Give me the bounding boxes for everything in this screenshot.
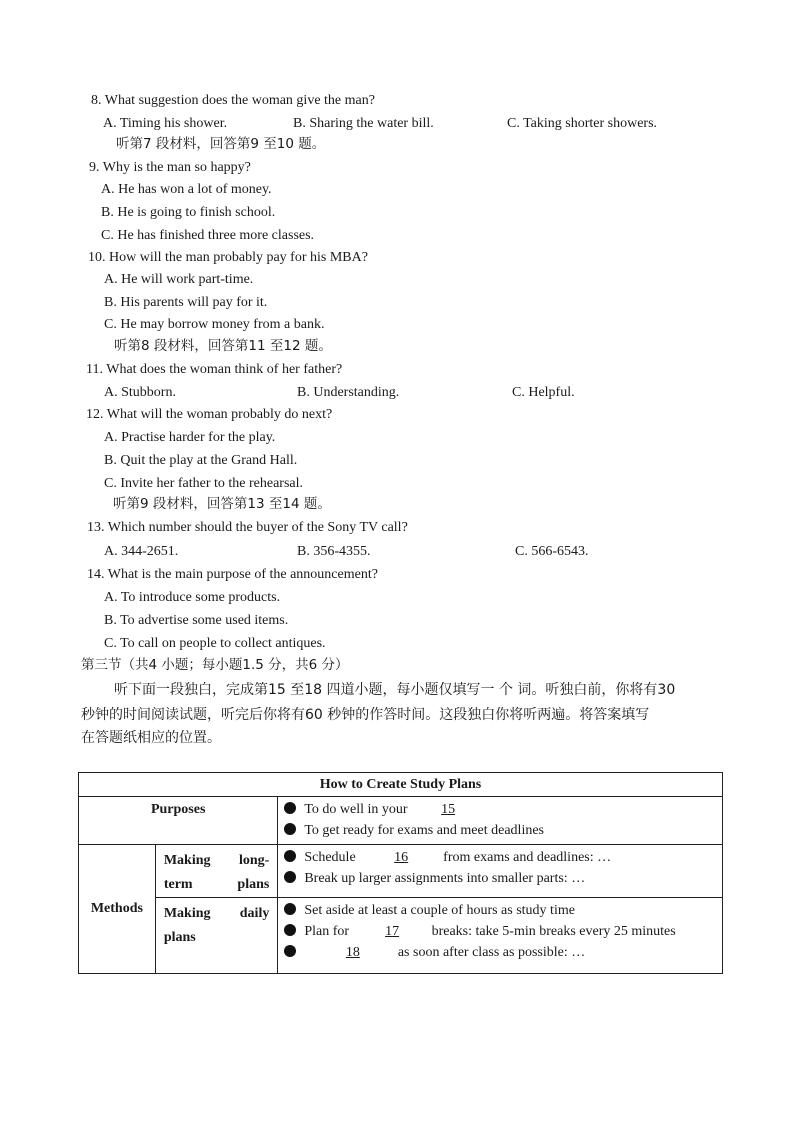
daily-label: Making daily plans [155, 898, 278, 974]
section-instruction-7: 听第7 段材料，回答第9 至10 题。 [116, 136, 326, 152]
question-stem: 13. Which number should the buyer of the Sony TV call? [87, 520, 408, 535]
option-a: A. 344-2651. [104, 544, 179, 559]
answer-blank-15: 15 [441, 802, 456, 817]
option-b: B. To advertise some used items. [104, 613, 289, 628]
purpose-item-2: To get ready for exams and meet deadlines [278, 820, 722, 841]
option-c: C. He may borrow money from a bank. [104, 317, 325, 332]
section-instruction-9: 听第9 段材料，回答第13 至14 题。 [113, 496, 331, 512]
long-term-cell [278, 845, 723, 898]
daily-item-3: 18 as soon after class as possible: … [278, 942, 722, 963]
bullet-icon [284, 924, 296, 936]
option-c: C. To call on people to collect antiques. [104, 636, 326, 651]
question-stem: 12. What will the woman probably do next? [86, 407, 333, 422]
option-a: A. He will work part-time. [104, 272, 254, 287]
question-stem: 11. What does the woman think of her father? [86, 362, 343, 377]
purpose-item-1: To do well in your 15 [278, 799, 722, 820]
question-stem: 10. How will the man probably pay for his MBA? [88, 250, 368, 265]
section-instruction-8: 听第8 段材料，回答第11 至12 题。 [114, 338, 332, 354]
question-stem: 9. Why is the man so happy? [89, 160, 251, 175]
option-a: A. Practise harder for the play. [104, 430, 276, 445]
daily-item-2: Plan for 17 breaks: take 5-min breaks every 25 minutes [278, 921, 722, 942]
section-3-instruction-line1: 听下面一段独白，完成第15 至18 四道小题，每小题仅填写一 个 词。听独白前，你将有30 [114, 682, 676, 698]
daily-cell [278, 898, 723, 974]
option-b: B. His parents will pay for it. [104, 295, 268, 310]
option-a: A. To introduce some products. [104, 590, 281, 605]
question-stem: 8. What suggestion does the woman give the man? [91, 93, 375, 108]
option-a: A. Timing his shower. [103, 116, 228, 131]
answer-blank-18: 18 [345, 945, 360, 960]
daily-item-1: Set aside at least a couple of hours as study time [278, 900, 722, 921]
table-title: How to Create Study Plans [79, 773, 723, 797]
option-c: C. 566-6543. [515, 544, 589, 559]
option-c: C. He has finished three more classes. [101, 228, 315, 243]
methods-label: Methods [79, 845, 156, 974]
option-c: C. Invite her father to the rehearsal. [104, 476, 304, 491]
option-b: B. 356-4355. [297, 544, 371, 559]
option-a: A. Stubborn. [104, 385, 176, 400]
answer-blank-16: 16 [394, 850, 409, 865]
study-plan-table [78, 772, 723, 974]
bullet-icon [284, 903, 296, 915]
option-a: A. He has won a lot of money. [101, 182, 272, 197]
option-b: B. Quit the play at the Grand Hall. [104, 453, 298, 468]
option-c: C. Taking shorter showers. [507, 116, 658, 131]
purposes-label: Purposes [79, 797, 278, 845]
section-3-instruction-line2: 秒钟的时间阅读试题，听完后你将有60 秒钟的作答时间。这段独白你将听两遍。将答案填写 [81, 707, 650, 723]
bullet-icon [284, 802, 296, 814]
question-stem: 14. What is the main purpose of the announcement? [87, 567, 378, 582]
bullet-icon [284, 945, 296, 957]
section-3-instruction-line3: 在答题纸相应的位置。 [81, 730, 221, 746]
option-b: B. He is going to finish school. [101, 205, 276, 220]
long-term-item-1: Schedule 16 from exams and deadlines: … [278, 847, 722, 868]
section-3-title: 第三节（共4 小题；每小题1.5 分，共6 分） [81, 657, 349, 673]
answer-blank-17: 17 [385, 924, 400, 939]
option-b: B. Understanding. [297, 385, 400, 400]
purposes-cell [278, 797, 723, 845]
bullet-icon [284, 850, 296, 862]
bullet-icon [284, 871, 296, 883]
long-term-item-2: Break up larger assignments into smaller parts: … [278, 868, 722, 889]
option-c: C. Helpful. [512, 385, 575, 400]
bullet-icon [284, 823, 296, 835]
option-b: B. Sharing the water bill. [293, 116, 434, 131]
long-term-label: Making long-term plans [155, 845, 278, 898]
